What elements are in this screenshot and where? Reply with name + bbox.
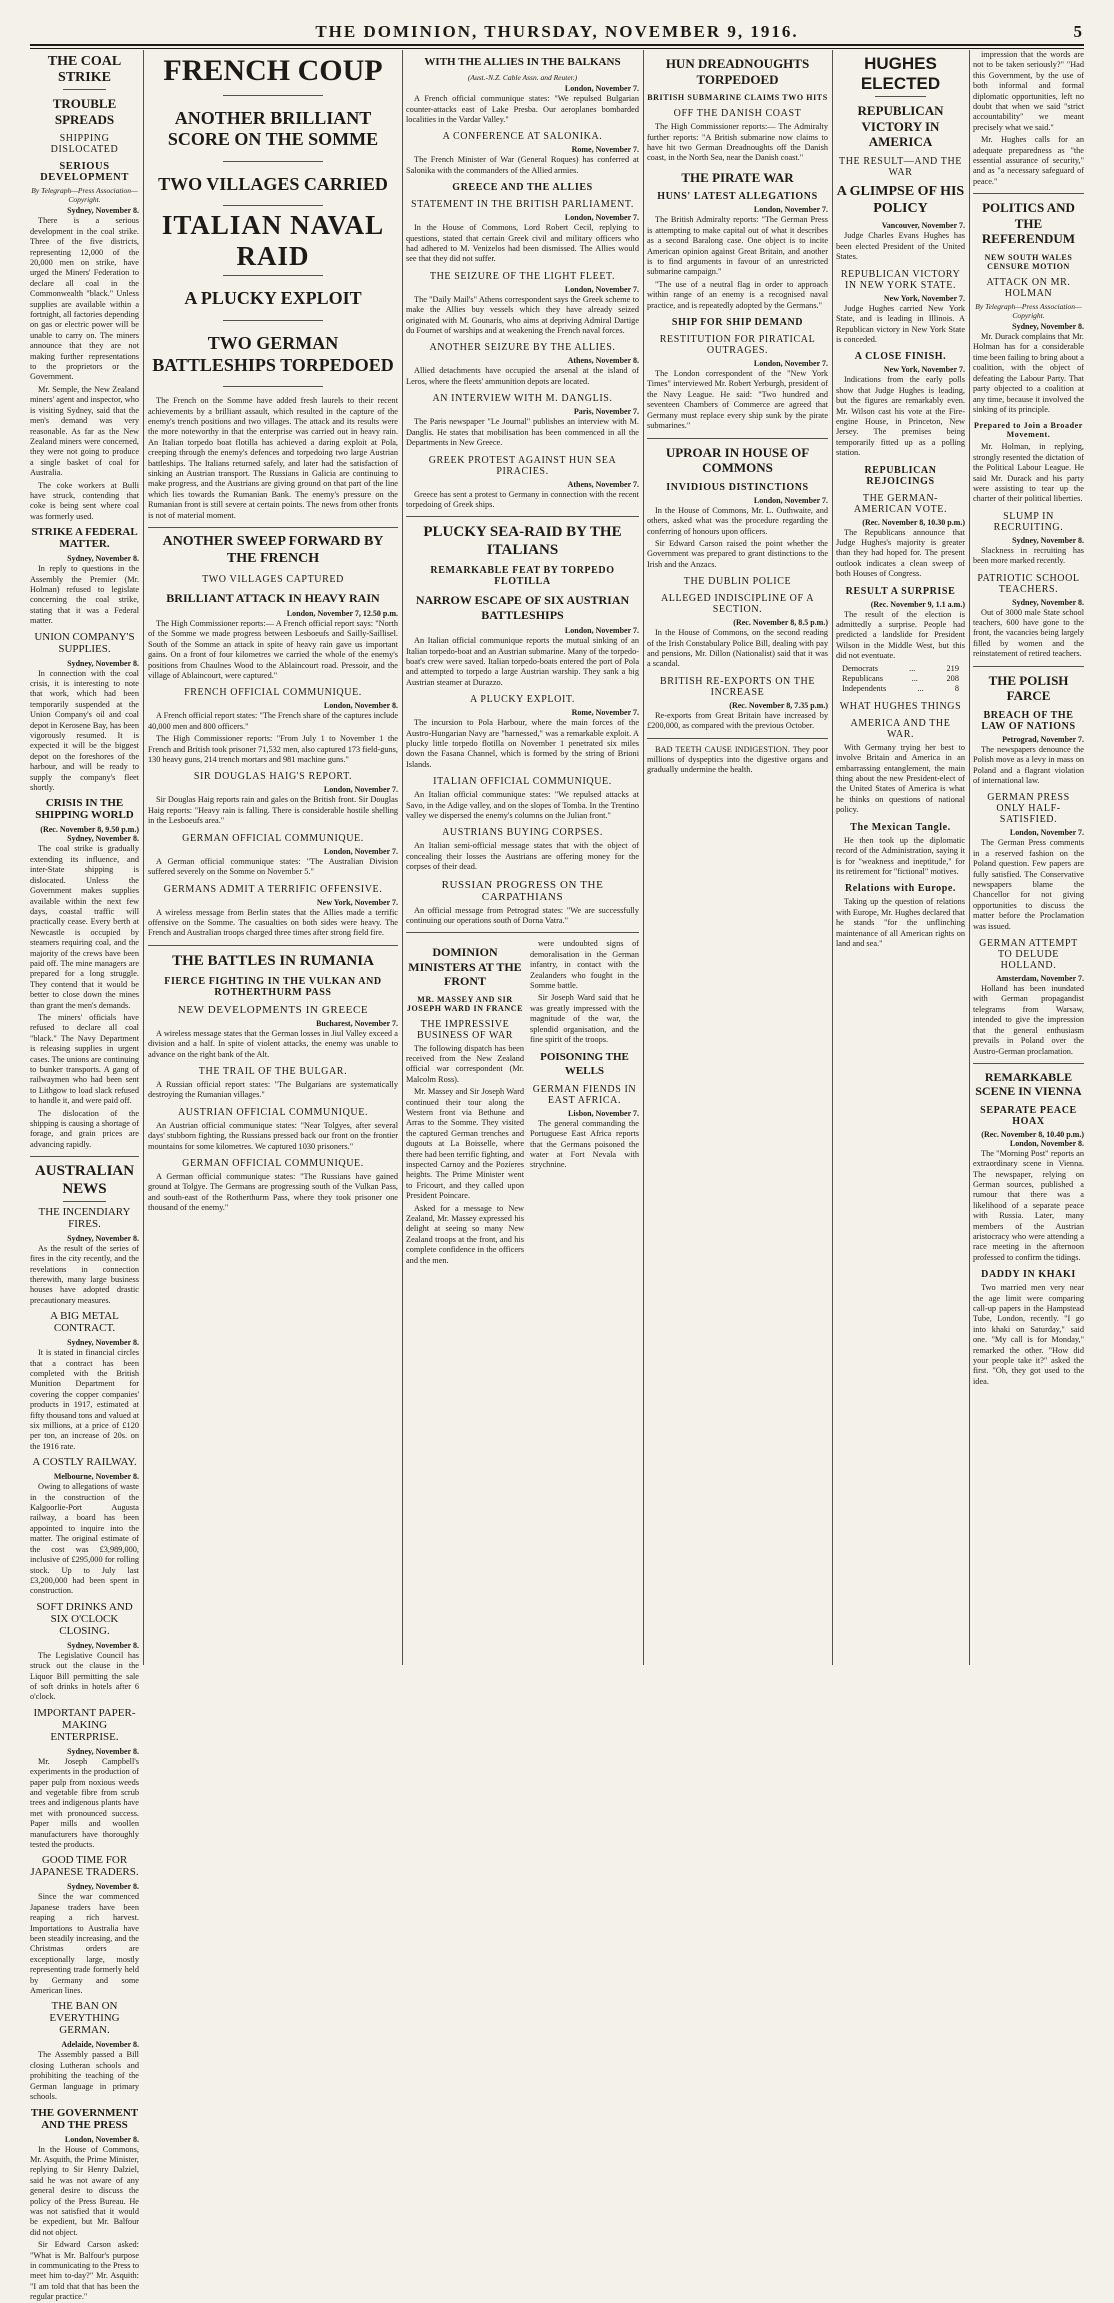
article-paragraph: Since the war commenced Japanese traders have been reaping a rich harvest. Importations to Australia have been steadily increasing, and the Christmas orders are exceptionally large, mostly representing trade formerly held by Germany and some American lines. [30, 1892, 139, 1996]
section-heading: IMPORTANT PAPER-MAKING ENTERPRISE. [33, 1706, 136, 1743]
article-paragraph: The "Morning Post" reports an extraordinary scene in Vienna. The newspaper, relying on German sources, published a rumour that there was a likelihood of a separate peace with Russia. Later, many members of the Austrian aristocracy who were attending a race meeting in the afternoon professed to confirm the tidings. [973, 1148, 1084, 1262]
section-heading: Relations with Europe. [844, 883, 957, 895]
credit-line: By Telegraph—Press Association—Copyright. [31, 186, 138, 205]
article-paragraph: The following dispatch has been received from the New Zealand official war correspondent (Mr. Malcolm Ross). [406, 1043, 524, 1084]
dateline: Sydney, November 8. [67, 1746, 139, 1756]
article-paragraph: A French official report states: "The French share of the captures include 40,000 men and 800 officers." [148, 711, 398, 731]
section-heading: THE SEIZURE OF THE LIGHT FLEET. [429, 270, 616, 282]
dateline: Melbourne, November 8. [53, 1472, 139, 1482]
headline: FRENCH COUP [163, 54, 383, 87]
dateline: London, November 7. [753, 359, 828, 369]
section-heading: GERMAN OFFICIAL COMMUNIQUE. [182, 832, 364, 844]
article-paragraph: The dislocation of the shipping is causing a shortage of forage, and grain prices are advancing rapidly. [30, 1108, 139, 1149]
dateline: Paris, November 7. [573, 407, 639, 417]
subheadline: BRITISH SUBMARINE CLAIMS TWO HITS [647, 93, 828, 103]
article-paragraph: Sir Joseph Ward said that he was greatly impressed with the magnitude of the war, the splendid organisation, and the fine spirit of the troops. [530, 993, 639, 1045]
dateline: Sydney, November 8. [67, 1640, 139, 1650]
article-paragraph: Owing to allegations of waste in the construction of the Kalgoorlie-Port Augusta railway, a board has been appointed to inquire into the matter. The original estimate of the cost was £3,989,000, inclusive of £295,000 for rolling stock. Up to July last £3,200,000 had been spent in construction. [30, 1482, 139, 1596]
subheadline: INVIDIOUS DISTINCTIONS [666, 481, 809, 493]
article-paragraph: The High Commissioner reports:— A French official report says: "North of the Somme we made progress between Lesboeufs and Sailly-Saillisel. South of the Somme an attack in spite of heavy rain gave us important gains. On a front of four kilometres we carried the whole of the enemy's positions from Chaulnes Wood to the Ablaincourt road. Pressoir, and the village of Ablaincourt, were captured." [148, 619, 398, 681]
headline: DOMINION MINISTERS AT THE FRONT [408, 945, 522, 989]
section-heading: ALLEGED INDISCIPLINE OF A SECTION. [660, 593, 815, 616]
section-heading: FRENCH OFFICIAL COMMUNIQUE. [184, 687, 362, 699]
dateline: Rome, November 7. [571, 708, 639, 718]
subheadline: ATTACK ON MR. HOLMAN [986, 277, 1071, 300]
article-paragraph: In the House of Commons, Mr. L. Outhwaite, and others, asked what was the procedure regarding the conferring of honours upon officers. [647, 505, 828, 536]
article-paragraph: An Italian official communique reports the mutual sinking of an Italian torpedo-boat and an Austrian submarine. Many of the torpedo-boat's crew were saved. Italian torpedo-boats entered the port of Pola and attempted to torpedo a large Austrian warship. They sank a big Austrian steamer at Durazzo. [406, 636, 639, 687]
article-paragraph: The incursion to Pola Harbour, where the main forces of the Austro-Hungarian Navy are "harnessed," was a remarkable exploit. A plucky little torpedo flotilla on November 1 penetrated six miles down the Fasana Channel, which is formed by the string of Brioni Islands. [406, 718, 639, 769]
article-paragraph: Sir Edward Carson raised the point whether the Government was prepared to grant distinctions to the Irish and the Anzacs. [647, 538, 828, 569]
article-paragraph: Sir Edward Carson asked: "What is Mr. Balfour's purpose in communicating to the Press to meet him to-day?" Mr. Asquith: "I am told that that has been the regular practice." [30, 2240, 139, 2302]
article-paragraph: The Paris newspaper "Le Journal" publishes an interview with M. Danglis. He states that mobilisation has been commenced in all the Departments in New Greece. [406, 417, 639, 448]
dateline: London, November 7. [323, 785, 398, 795]
dateline: London, November 7. [753, 205, 828, 215]
section-heading: A COSTLY RAILWAY. [32, 1456, 137, 1469]
section-heading: REPUBLICAN REJOICINGS [864, 464, 937, 487]
section-heading: RESULT A SURPRISE [845, 585, 956, 597]
article-paragraph: The High Commissioner reports:— The Admiralty further reports: "A British submarine now claims to have hit two German Dreadnoughts off the Danish coast, in the North Sea, near the Danish coast." [647, 122, 828, 163]
article-paragraph: The coal strike is gradually extending its influence, and inter-State shipping is dislocated. Unless the Government makes supplies available within the next few days, coastal traffic will practically cease. Every berth at Newcastle is occupied by steamers requiring coal, and the majority of the crews have been paid off. The mine managers are prepared for a long struggle. They contend that it would be better to close down the mines than grant the men's demands. [30, 844, 139, 1010]
article-paragraph: Mr. Durack complains that Mr. Holman has for a considerable time been failing to bring about a coalition, with the object of defeating the Labour Party. That party objected to a coalition at any time, because it involved the sinking of its principle. [973, 332, 1084, 414]
headline: THE POLISH FARCE [988, 672, 1069, 704]
dateline: (Rec. November 8, 10.30 p.m.) [862, 517, 965, 527]
dateline: New York, November 7. [883, 365, 965, 375]
article-paragraph: The Republicans announce that Judge Hughes's majority is greater than they had hoped for. The present outlook indicates a clean sweep of both Houses of Congress. [836, 527, 965, 579]
section-heading: STRIKE A FEDERAL MATTER. [31, 526, 138, 551]
masthead-title: THE DOMINION, THURSDAY, NOVEMBER 9, 1916. [315, 22, 799, 41]
article-paragraph: As the result of the series of fires in the city recently, and the revelations in connection therewith, many large business houses have adopted drastic precautionary measures. [30, 1243, 139, 1305]
dateline: Sydney, November 8. [67, 658, 139, 668]
subheadline: SEPARATE PEACE HOAX [980, 1104, 1077, 1127]
article-paragraph: The coke workers at Bulli have struck, contending that coke is being sent where coal was formerly used. [30, 480, 139, 521]
results-row: Democrats ... 219 [842, 663, 959, 673]
dateline: London, November 7, 12.50 p.m. [286, 609, 398, 619]
dateline: Sydney, November 8. [1012, 535, 1084, 545]
column-rule [402, 50, 403, 1665]
section-heading: GERMAN ATTEMPT TO DELUDE HOLLAND. [979, 938, 1078, 972]
section-heading: WHAT HUGHES THINGS [839, 700, 962, 712]
credit-line: (Aust.-N.Z. Cable Assn. and Reuter.) [467, 73, 578, 83]
dateline: London, November 8. [64, 2134, 139, 2144]
results-row: Independents ... 8 [842, 684, 959, 694]
dateline: London, November 7. [564, 84, 639, 94]
column-french-coup [148, 50, 398, 1665]
dateline: (Rec. November 8, 10.40 p.m.) London, November 8. [981, 1129, 1084, 1148]
dateline: London, November 7. [564, 284, 639, 294]
article-paragraph: The French on the Somme have added fresh laurels to their recent achievements by a brilliant assault, which resulted in the capture of the enemy's trench positions and two villages. The attack and its results were the more noteworthy in that the enterprise was carried out in heavy rain. An Italian torpedo boat flotilla has achieved a daring exploit at Pola, creeping through the enemy's defences and torpedoing two large Austrian battleships. The Italians returned safely, and later had the satisfaction of sinking an Austrian transport. The Russians in Galicia are continuing to make progress, and the Austrians are giving ground on that part of the line which lies towards the Rumanian Bank. The enemy's pressure on the Rumanian front is still severe at certain points. The news from other fronts is not of material moment. [148, 396, 398, 520]
dateline: Sydney, November 8. [67, 206, 139, 216]
subheadline: THE RESULT—AND THE WAR [838, 155, 963, 178]
article-paragraph: Asked for a message to New Zealand, Mr. Massey expressed his delight at seeing so many New Zealand troops at the front, and his complete confidence in the officers and the men. [406, 1203, 524, 1265]
section-heading: AMERICA AND THE WAR. [850, 717, 951, 740]
dateline: New York, November 7. [883, 293, 965, 303]
section-heading: STATEMENT IN THE BRITISH PARLIAMENT. [411, 199, 634, 211]
dateline: Lisbon, November 7. [568, 1108, 639, 1118]
article-paragraph: Sir Douglas Haig reports rain and gales on the British front. Sir Douglas Haig reports: "Heavy rain is falling. There is considerable hostile shelling in the Lesboeufs area." [148, 795, 398, 826]
article-paragraph: A wireless message from Berlin states that the Allies made a terrific offensive on the Somme. The casualties on both sides were heavy. The French and Australian troops charged three times after strong field fire. [148, 907, 398, 938]
article-paragraph: An Italian semi-official message states that with the object of concealing their losses the Austrians are offering money for the corpses of their dead. [406, 841, 639, 872]
headline: THE PIRATE WAR [681, 169, 794, 185]
article-paragraph: A Russian official report states: "The Bulgarians are systematically destroying the Rumanian villages." [148, 1079, 398, 1100]
dateline: Sydney, November 8. [1012, 322, 1084, 332]
article-paragraph: The High Commissioner reports: "From July 1 to November 1 the French and British took prisoner 71,532 men, also captured 173 field-guns, 130 heavy guns, 214 trench mortars and 981 machine guns." [148, 734, 398, 765]
article-paragraph: The newspapers denounce the Polish move as a levy in mass on Poland and a flagrant violation of international law. [973, 744, 1084, 785]
section-heading: REPUBLICAN VICTORY IN NEW YORK STATE. [840, 268, 961, 291]
dateline: (Rec. November 8, 9.50 p.m.) Sydney, November 8. [40, 825, 139, 844]
article-paragraph: There is a serious development in the coal strike. Three of the five districts, representing 12,000 of the 20,000 men on strike, have urged the Miners' Federation to declare all coal in the Commonwealth "black." Unless supplies are available within a fortnight, all factories depending on gas or electric power will be unable to carry on. The miners announce that they are not making further representations to the proprietors or the Government. [30, 216, 139, 382]
dateline: London, November 7. [564, 626, 639, 636]
section-heading: A BIG METAL CONTRACT. [50, 1310, 119, 1335]
dateline: Sydney, November 8. [67, 1233, 139, 1243]
article-paragraph: Judge Charles Evans Hughes has been elected President of the United States. [836, 231, 965, 262]
article-paragraph: The German Press comments in a reserved fashion on the Poland question. Few papers are fully satisfied. The Conservative newspapers blame the Chancellor for not giving opportunities to discuss the matter before the Proclamation was issued. [973, 838, 1084, 931]
dateline: (Rec. November 9, 1.1 a.m.) [870, 599, 965, 609]
subheadline: NARROW ESCAPE OF SIX AUSTRIAN BATTLESHIPS [415, 593, 630, 622]
subheadline: TWO VILLAGES CARRIED [158, 173, 388, 194]
dateline: London, November 7. [1009, 828, 1084, 838]
section-heading: A CONFERENCE AT SALONIKA. [442, 131, 603, 143]
subheadline: FIERCE FIGHTING IN THE VULKAN AND ROTHERTHURM PASS [164, 975, 382, 998]
article-paragraph: Taking up the question of relations with Europe, Mr. Hughes declared that he stands "for the unflinching maintenance of all American rights on land and sea." [836, 897, 965, 948]
section-heading: UNION COMPANY'S SUPPLIES. [34, 630, 135, 655]
section-heading: GERMAN PRESS ONLY HALF-SATISFIED. [987, 792, 1070, 826]
section-heading: CRISIS IN THE SHIPPING WORLD [35, 797, 134, 822]
headline: UPROAR IN HOUSE OF COMMONS [665, 444, 810, 476]
subheadline: ANOTHER SWEEP FORWARD BY THE FRENCH [162, 534, 384, 566]
subheadline: TROUBLE SPREADS [52, 96, 117, 127]
article-paragraph: A wireless message states that the German losses in Jiul Valley exceed a division and a half. In spite of violent attacks, the enemy was unable to advance on the right bank of the Alt. [148, 1028, 398, 1059]
article-paragraph: The result of the election is admittedly a surprise. People had predicted a landslide for President Wilson in the Middle West, but this did not eventuate. [836, 609, 965, 661]
section-heading: THE GERMAN-AMERICAN VOTE. [853, 492, 948, 515]
dateline: Vancouver, November 7. [881, 221, 965, 231]
subheadline: BRILLIANT ATTACK IN HEAVY RAIN [166, 590, 380, 605]
subheadline: ANOTHER BRILLIANT SCORE ON THE SOMME [167, 107, 379, 150]
column-coal-strike [30, 50, 139, 2302]
column-rule [143, 50, 144, 1665]
article-paragraph: Allied detachments have occupied the arsenal at the island of Leros, where the fleets' ammunition depots are located. [406, 366, 639, 386]
dateline: London, November 7. [323, 846, 398, 856]
headline: WITH THE ALLIES IN THE BALKANS [424, 56, 621, 68]
article-paragraph: impression that the words are not to be taken seriously?" "Had this Government, by the use of both informal and formal diplomatic opportunities, left no doubt that when we said "strict accountability" we meant precisely what we said." [973, 50, 1084, 132]
section-heading: A PLUCKY EXPLOIT. [470, 694, 575, 706]
subheadline: NEW DEVELOPMENTS IN GREECE [177, 1003, 369, 1016]
subheadline: TWO GERMAN BATTLESHIPS TORPEDOED [152, 332, 394, 375]
headline: POLITICS AND THE REFERENDUM [981, 200, 1076, 247]
page-number: 5 [1073, 22, 1082, 41]
results-row: Republicans ... 208 [842, 674, 959, 684]
dateline: Sydney, November 8. [67, 554, 139, 564]
subheadline: THE IMPRESSIVE BUSINESS OF WAR [416, 1018, 514, 1041]
article-paragraph: The "Daily Mail's" Athens correspondent says the Greek scheme to make the Allies buy vessels which they have already seized originated with M. Gounaris, who aims at depriving Admiral Dartige du Fournet of warships and at weakening the French naval forces. [406, 294, 639, 336]
article-paragraph: A German official communique states: "The Russians have gained ground at Tolgye. The Germans are progressing south of the Vulkan Pass, and south-east of the Rotherthurm Pass, where they took prisoner one thousand of the enemy." [148, 1171, 398, 1213]
dateline: London, November 7. [564, 213, 639, 223]
subheadline: NEW SOUTH WALES CENSURE MOTION [984, 253, 1073, 272]
subheadline: OFF THE DANISH COAST [673, 108, 802, 120]
dateline: Sydney, November 8. [67, 1338, 139, 1348]
article-paragraph: It is stated in financial circles that a contract has been completed with the British Munition Department for covering the copper companies' products in 1917, estimated at fifty thousand tons and valued at six millions, at a price of £120 per ton, an increase of 20s. on the 1916 rate. [30, 1348, 139, 1451]
dateline: Petrograd, November 7. [1002, 734, 1084, 744]
article-paragraph: Mr. Holman, in replying, strongly resented the dictation of the Political Labour League. He said Mr. Durack and his party were assisting to tear up the charter of their political liberties. [973, 442, 1084, 504]
headline: AUSTRALIAN NEWS [34, 1163, 135, 1197]
section-heading: ANOTHER SEIZURE BY THE ALLIES. [429, 342, 616, 354]
article-paragraph: In the House of Commons, on the second reading of the Irish Constabulary Police Bill, dealing with pay and pensions, Mr. Dillon (Nationalist) said that it was a scandal. [647, 628, 828, 669]
section-heading: THE BAN ON EVERYTHING GERMAN. [49, 2000, 120, 2037]
article-paragraph: The Legislative Council has struck out the clause in the Liquor Bill permitting the sale of soft drinks in hotels after 6 o'clock. [30, 1650, 139, 1702]
section-heading: RESTITUTION FOR PIRATICAL OUTRAGES. [659, 334, 816, 357]
article-paragraph: Slackness in recruiting has been more marked recently. [973, 545, 1084, 566]
section-heading: A CLOSE FINISH. [854, 351, 947, 363]
article-paragraph: The miners' officials have refused to declare all coal "black." The Navy Department is releasing supplies in urgent cases. The unions are continuing to bunker transports. A gang of railwaymen who had been sent to Lithgow to load slack refused to handle it, and were paid off. [30, 1012, 139, 1106]
section-heading: GOOD TIME FOR JAPANESE TRADERS. [30, 1854, 139, 1879]
column-rule [832, 50, 833, 1665]
section-heading: GERMAN OFFICIAL COMMUNIQUE. [182, 1157, 364, 1169]
section-heading: THE GOVERNMENT AND THE PRESS [30, 2106, 139, 2131]
subheadline: MR. MASSEY AND SIR JOSEPH WARD IN FRANCE [406, 994, 524, 1013]
dateline: Sydney, November 8. [1012, 597, 1084, 607]
subheadline: TWO VILLAGES CAPTURED [202, 573, 344, 585]
subheadline: SHIPPING DISLOCATED [50, 133, 119, 156]
section-heading: BRITISH RE-EXPORTS ON THE INCREASE [659, 675, 816, 698]
article-paragraph: Greece has sent a protest to Germany in connection with the recent torpedoing of Greek ships. [406, 489, 639, 509]
section-heading: SOFT DRINKS AND SIX O'CLOCK CLOSING. [36, 1600, 133, 1637]
dateline: Athens, November 7. [567, 479, 639, 489]
article-paragraph: Out of 3000 male State school teachers, 600 have gone to the front, the vacancies being largely filled by women and the reinstatement of retired teachers. [973, 607, 1084, 659]
dateline: New York, November 7. [316, 897, 398, 907]
section-heading: The Mexican Tangle. [850, 821, 951, 833]
column-hun-dreadnoughts [647, 50, 828, 1665]
dateline: (Rec. November 8, 8.5 p.m.) [733, 618, 828, 628]
article-paragraph: Mr. Joseph Campbell's experiments in the production of paper pulp from noxious weeds and vegetable fibre from scrub trees and indigenous plants have met with pronounced success. Paper mills and woollen manufacturers have thoroughly tested the products. [30, 1756, 139, 1849]
section-heading: GREEK PROTEST AGAINST HUN SEA PIRACIES. [428, 454, 617, 477]
article-paragraph: A German official communique states: "The Australian Division suffered severely on the Somme on November 5." [148, 856, 398, 877]
dateline: Athens, November 8. [567, 356, 639, 366]
column-rule [643, 50, 644, 1665]
section-heading: AUSTRIAN OFFICIAL COMMUNIQUE. [177, 1106, 369, 1118]
article-paragraph: Mr. Massey and Sir Joseph Ward continued their tour along the Western front via Bethune and Arras to the Somme. They visited the captured German trenches and dugouts at La Boisselle, where there had been terrific fighting, and inspected Carnoy and the Pozieres heights. The Prime Minister went to Fricourt, and they called upon President Poincare. [406, 1087, 524, 1201]
section-heading: ITALIAN OFFICIAL COMMUNIQUE. [433, 776, 612, 788]
subheadline: SERIOUS DEVELOPMENT [40, 161, 129, 184]
section-heading: THE INCENDIARY FIRES. [38, 1205, 131, 1230]
subheadline: REPUBLICAN VICTORY IN AMERICA [857, 103, 944, 150]
subheadline: REMARKABLE FEAT BY TORPEDO FLOTILLA [430, 565, 615, 588]
dateline: London, November 7. [753, 495, 828, 505]
article-paragraph: Indications from the early polls show that Judge Hughes is leading, but the figures are remarkably even. Mr. Wilson cast his vote at the Fire-engine House, in Princeton, New Jersey. The premises being temporarily fitted up as a polling station. [836, 375, 965, 458]
credit-line: By Telegraph—Press Association—Copyright. [975, 302, 1082, 321]
article-paragraph: Mr. Hughes calls for an adequate preparedness as "the essential assurance of security," and as "a necessary safeguard of peace." [973, 135, 1084, 186]
article-paragraph: Judge Hughes carried New York State, and is leading in Illinois. A Republican victory in New York State is conceded. [836, 303, 965, 344]
subheadline: A GLIMPSE OF HIS POLICY [836, 183, 965, 216]
article-paragraph: Two married men very near the age limit were comparing call-up papers in the Hampstead Tube, London, recently. "I go into khaki on Saturday," said one. "My call is for Monday," remarked the other. "How did your people take it?" asked the first. "Oh, they got used to the idea. [973, 1283, 1084, 1386]
section-heading: RUSSIAN PROGRESS ON THE CARPATHIANS [441, 878, 604, 903]
section-heading: Prepared to Join a Broader Movement. [974, 421, 1083, 440]
dateline: (Rec. November 8, 7.35 p.m.) [729, 700, 828, 710]
article-paragraph: were undoubted signs of demoralisation in the German infantry, in contact with the Zealanders who fought in the Somme battle. [530, 939, 639, 991]
article-paragraph: The general commanding the Portuguese East Africa reports that the Germans poisoned the water at Fort Nevala with strychnine. [530, 1118, 639, 1170]
article-paragraph: The British Admiralty reports: "The German Press is attempting to make capital out of what it describes as a second Baralong case. One object is to incite American opinion against Great Britain, and another is to find arguments in favour of an unrestricted submarine campaign." [647, 215, 828, 277]
article-paragraph: Holland has been inundated with German propagandist telegrams from Warsaw, intended to give the impression that the general enthusiasm prevails in Poland over the Austro-German proclamation. [973, 984, 1084, 1056]
article-paragraph: Mr. Semple, the New Zealand miners' agent and inspector, who is visiting Sydney, said that the men's demand was very reasonable. As far as the New Zealand miners were concerned, they were not going to produce a single basket of coal for Australia. [30, 384, 139, 478]
column-politics [973, 50, 1084, 1665]
article-paragraph: An Austrian official communique states: "Near Tolgyes, after several days' stubborn fighting, the Russians pressed back our front on the frontier mountains for some kilometres. We captured 1030 prisoners." [148, 1120, 398, 1151]
section-heading: AN INTERVIEW WITH M. DANGLIS. [432, 393, 613, 405]
section-heading: GREECE AND THE ALLIES [452, 182, 593, 194]
section-heading: GERMANS ADMIT A TERRIFIC OFFENSIVE. [163, 883, 383, 895]
section-heading: AUSTRIANS BUYING CORPSES. [442, 827, 603, 839]
article-paragraph: He then took up the diplomatic record of the Administration, saying it is for "weakness and ineptitude," for its retirement for "fictional" motives. [836, 835, 965, 876]
dateline: Amsterdam, November 7. [996, 974, 1084, 984]
article-paragraph: The Assembly passed a Bill closing Lutheran schools and prohibiting the teaching of the German language in primary schools. [30, 2050, 139, 2102]
advertisement-text: BAD TEETH CAUSE INDIGESTION. They poor millions of dyspeptics into the digestive organs and gradually undermine the health. [647, 744, 828, 775]
dateline: London, November 8. [323, 701, 398, 711]
subheadline: HUNS' LATEST ALLEGATIONS [657, 191, 818, 203]
subheadline: GERMAN FIENDS IN EAST AFRICA. [532, 1083, 637, 1106]
column-balkans [406, 50, 639, 1665]
headline: PLUCKY SEA-RAID BY THE ITALIANS [423, 524, 622, 559]
subheadline: THE BATTLES IN RUMANIA [172, 952, 374, 969]
section-heading: PATRIOTIC SCHOOL TEACHERS. [977, 572, 1080, 595]
subheadline: BREACH OF THE LAW OF NATIONS [981, 709, 1076, 732]
dateline: Bucharest, November 7. [316, 1018, 398, 1028]
section-heading: DADDY IN KHAKI [981, 1269, 1076, 1281]
section-heading: SLUMP IN RECRUITING. [993, 510, 1064, 533]
article-paragraph: An official message from Petrograd states: "We are successfully continuing our operations south of Dorna Vatra." [406, 905, 639, 925]
section-heading: SHIP FOR SHIP DEMAND [671, 317, 804, 329]
article-paragraph: Re-exports from Great Britain have increased by £200,000, as compared with the previous October. [647, 710, 828, 731]
masthead-rule [30, 44, 1084, 49]
column-rule [969, 50, 970, 1665]
headline: POISONING THE WELLS [540, 1051, 629, 1077]
article-paragraph: In the House of Commons, Lord Robert Cecil, replying to questions, stated that certain Greek civil and military officers who had adhered to M. Venizelos had been dismissed. The Allies would see that they did not suffer. [406, 223, 639, 264]
headline: THE COAL STRIKE [47, 54, 122, 86]
subheadline: A PLUCKY EXPLOIT [184, 288, 362, 309]
section-heading: THE TRAIL OF THE BULGAR. [198, 1065, 348, 1077]
section-heading: SIR DOUGLAS HAIG'S REPORT. [193, 771, 353, 783]
headline: HUN DREADNOUGHTS TORPEDOED [665, 56, 810, 87]
article-paragraph: "The use of a neutral flag in order to approach within range of an enemy is a recognised naval practice, and is repeatedly adopted by the Germans." [647, 279, 828, 310]
article-paragraph: The French Minister of War (General Roques) has conferred at Salonika with the commanders of the Allied armies. [406, 155, 639, 175]
dateline: Rome, November 7. [571, 145, 639, 155]
headline: HUGHES ELECTED [860, 54, 941, 93]
headline: ITALIAN NAVAL RAID [161, 210, 385, 272]
ministers-article-continued [530, 939, 639, 1268]
masthead [30, 22, 1084, 42]
headline: REMARKABLE SCENE IN VIENNA [975, 1069, 1082, 1099]
ministers-article [406, 939, 524, 1268]
dateline: Sydney, November 8. [67, 1882, 139, 1892]
dateline: Adelaide, November 8. [61, 2040, 139, 2050]
article-paragraph: A French official communique states: "We repulsed Bulgarian counter-attacks east of Lake Presba. Our aeroplanes bombarded localities in the Vardar Valley." [406, 94, 639, 124]
article-paragraph: In connection with the coal crisis, it is interesting to note that work, which had been temporarily suspended at the Union Company's oil and coal depot in Kerosene Bay, has been vigorously resumed. It is expected it will be the biggest depot on the foreshores of the harbour, and will be ready to supply the company's fleet shortly. [30, 668, 139, 793]
article-paragraph: An Italian official communique states: "We repulsed attacks at Savo, in the Adige valley, and on the slopes of Tomba. In the Trentino valley we dispersed the enemy's columns on the Julian front." [406, 790, 639, 820]
article-paragraph: The London correspondent of the "New York Times" interviewed Mr. Robert Yerburgh, president of the Navy League. He said: "Two hundred and seventeen Chambers of Commerce are agreed that Germany must replace every ship sunk by the pirate submarines." [647, 369, 828, 431]
column-hughes [836, 50, 965, 1665]
section-heading: THE DUBLIN POLICE [683, 576, 792, 588]
article-paragraph: In the House of Commons, Mr. Asquith, the Prime Minister, replying to Sir Henry Dalziel, said he was not aware of any general desire to discuss the policy of the Press Bureau. He was not satisfied that it would be expedient, but Mr. Balfour did not object. [30, 2144, 139, 2237]
article-paragraph: In reply to questions in the Assembly the Premier (Mr. Holman) refused to legislate concerning the coal strike, stating that it was a Federal matter. [30, 564, 139, 626]
article-paragraph: With Germany trying her best to involve Britain and America in an embarrassing entanglement, the main thing about the new President-elect of the United States of America is what he thinks on questions of national policy. [836, 742, 965, 815]
